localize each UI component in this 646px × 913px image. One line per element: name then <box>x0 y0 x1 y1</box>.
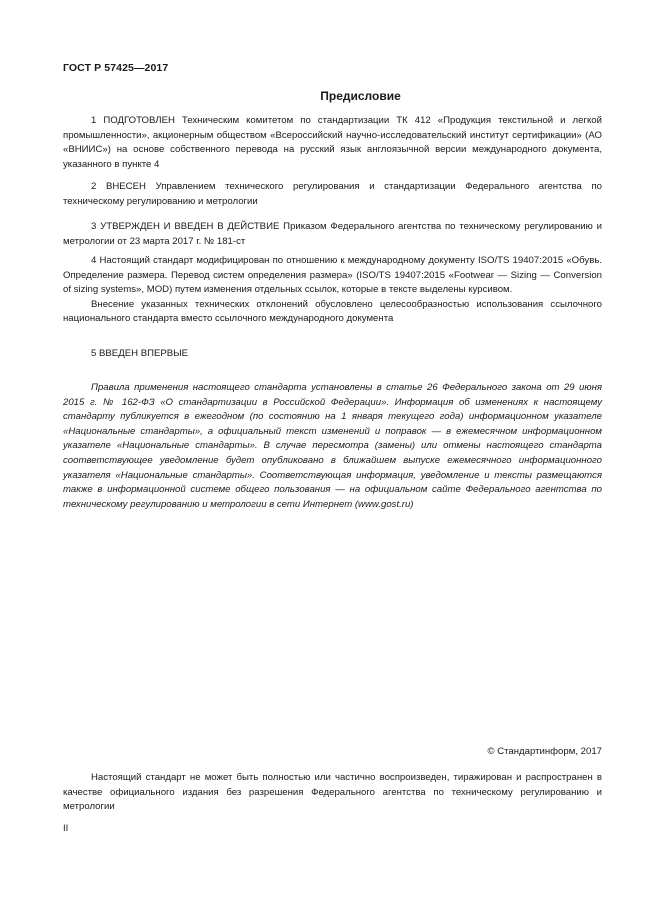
page-number: II <box>63 823 69 834</box>
copyright-line: © Стандартинформ, 2017 <box>487 746 602 757</box>
section-2-text: 2 ВНЕСЕН Управлением технического регулирования и стандартизации Федерального агентства по техническому регулированию и метрологии <box>63 181 602 207</box>
section-5-text: 5 ВВЕДЕН ВПЕРВЫЕ <box>91 348 189 359</box>
section-4-note: Внесение указанных технических отклонений обусловлено целесообразностью использования ссылочного национального стандарта вместо ссылочного международного документа <box>63 298 602 325</box>
section-1-prepared <box>63 114 602 172</box>
page-title <box>0 89 646 103</box>
section-5-introduced <box>63 347 602 362</box>
section-4-text: 4 Настоящий стандарт модифицирован по отношению к международному документу ISO/TS 19407:2015 «Обувь. Определение размера. Перевод систем определения размера» (ISO/TS 19407:2015 «Footwear — Sizing — Conversion of sizing systems», MOD) путем изменения отдельных ссылок, которые в тексте выделены курсивом. <box>63 255 602 296</box>
rules-notice-text: Правила применения настоящего стандарта установлены в статье 26 Федерального закона от 29 июня 2015 г. № 162-ФЗ «О стандартизации в Российской Федерации». Информация об изменениях к настоящему стандарту публикуется в ежегодном (по состоянию на 1 января текущего года) информационном указателе «Национальные стандарты», а официальный текст изменений и поправок — в ежемесячном информационном указателе «Национальные стандарты». В случае пересмотра (замены) или отмены настоящего стандарта соответствующее уведомление будет опубликовано в ближайшем выпуске ежемесячного информационного указателя «Национальные стандарты». Соответствующая информация, уведомление и тексты размещаются также в информационной системе общего пользования — на официальном сайте Федерального агентства по техническому регулированию и метрологии в сети Интернет (www.gost.ru) <box>63 382 602 510</box>
section-3-text: 3 УТВЕРЖДЕН И ВВЕДЕН В ДЕЙСТВИЕ Приказом Федерального агентства по техническому регулированию и метрологии от 23 марта 2017 г. № 181-ст <box>63 221 602 247</box>
section-3-approved <box>63 220 602 249</box>
section-4-modified <box>63 254 602 327</box>
rules-notice <box>63 381 602 512</box>
reproduction-notice <box>63 771 602 815</box>
section-2-submitted <box>63 180 602 209</box>
section-1-text: 1 ПОДГОТОВЛЕН Техническим комитетом по стандартизации ТК 412 «Продукция текстильной и легкой промышленности», акционерным обществом «Всероссийский научно-исследовательский институт сертификации» (АО «ВНИИС») на основе собственного перевода на русский язык англоязычной версии международного документа, указанного в пункте 4 <box>63 115 602 170</box>
page-title-text: Предисловие <box>320 89 401 103</box>
reproduction-notice-text: Настоящий стандарт не может быть полностью или частично воспроизведен, тиражирован и распространен в качестве официального издания без разрешения Федерального агентства по техническому регулированию и метрологии <box>63 772 602 813</box>
standard-code-header: ГОСТ Р 57425—2017 <box>63 62 169 74</box>
